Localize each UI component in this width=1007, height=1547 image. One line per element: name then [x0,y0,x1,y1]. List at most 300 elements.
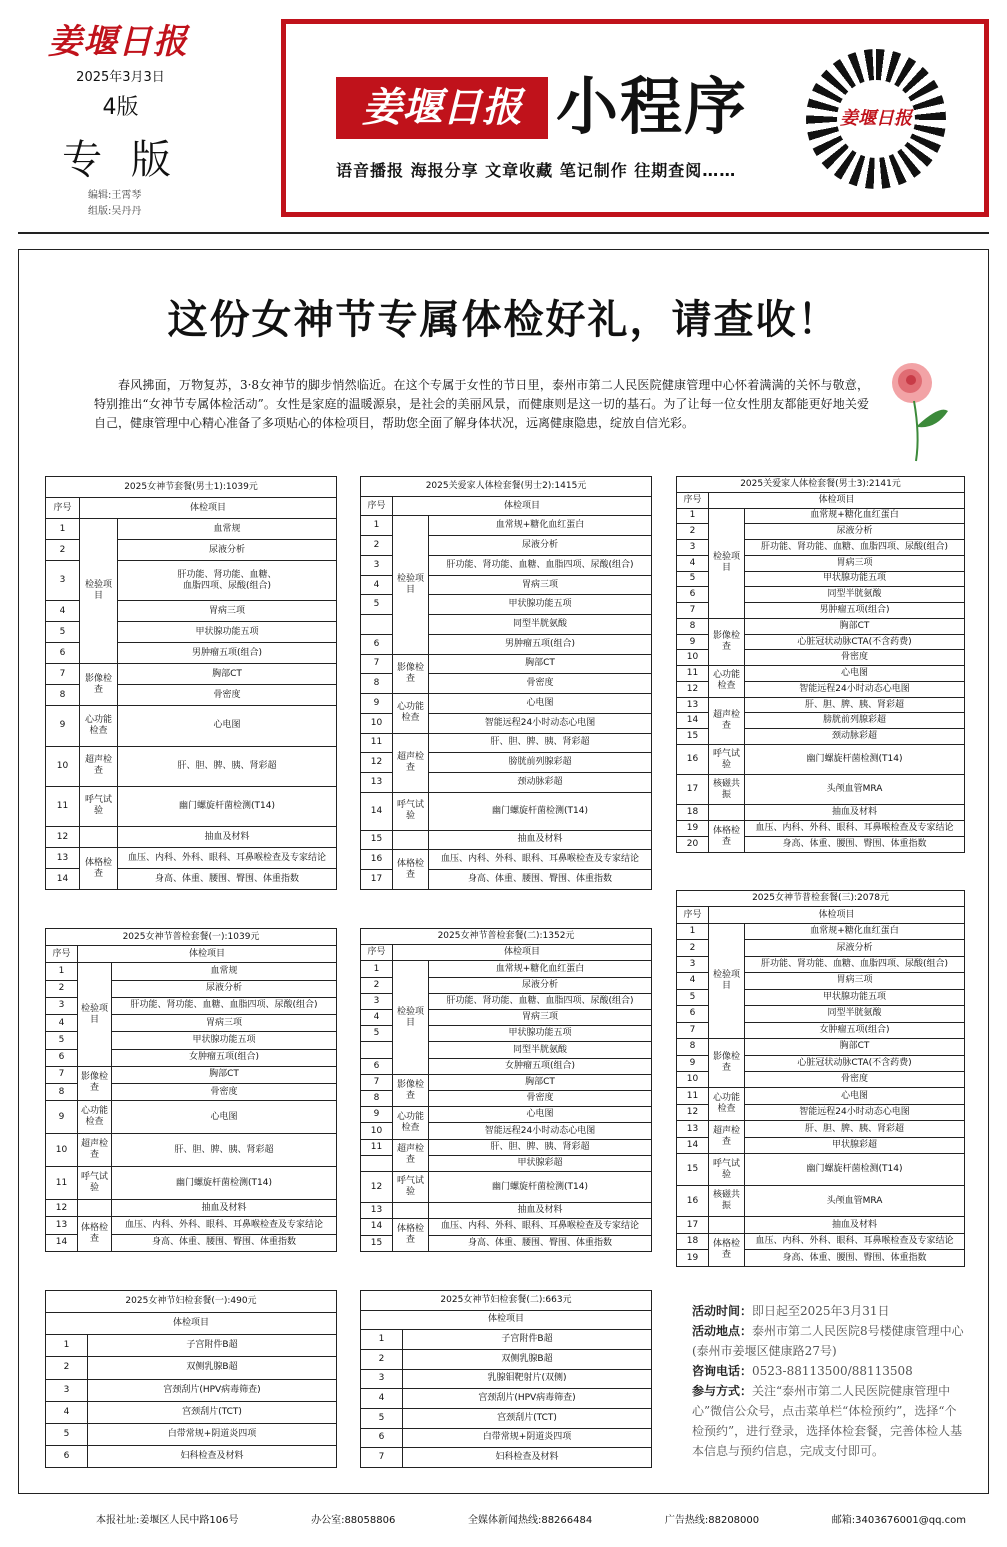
table-cell: 甲状腺功能五项 [429,1026,652,1042]
table-cell [393,1203,429,1219]
table-cell: 2 [361,536,393,556]
table-cell: 影像检查 [709,1039,745,1088]
table-cell: 呼气试验 [709,1154,745,1186]
table-cell: 序号 [361,496,393,516]
table-cell: 同型半胱氨酸 [429,615,652,635]
table-cell: 2 [46,980,78,997]
table-cell: 7 [46,1066,78,1083]
table-row [46,1101,337,1134]
table-cell: 子宫附件B超 [88,1335,337,1357]
table-row [361,1330,652,1350]
table-cell: 骨密度 [118,685,337,706]
table-cell: 检验项目 [78,963,112,1066]
table-cell: 11 [46,786,80,826]
table-cell: 呼气试验 [78,1167,112,1200]
table-cell: 智能远程24小时动态心电图 [429,1123,652,1139]
table-cell: 血常规+糖化血红蛋白 [745,923,965,939]
qr-logo: 姜堰日报 [837,80,915,158]
table-cell: 2 [361,1349,403,1369]
table-cell: 3 [361,993,393,1009]
table-cell: 体检项目 [709,492,965,508]
table-cell: 胃病三项 [429,575,652,595]
table-cell [80,827,118,848]
table-cell: 身高、体重、腰围、臀围、体重指数 [745,837,965,853]
table-cell: 甲状腺功能五项 [112,1032,337,1049]
table-cell: 13 [46,848,80,869]
table-cell: 18 [677,805,709,821]
event-info [692,1301,967,1461]
package-table-men-3 [676,476,965,853]
table-cell: 呼气试验 [393,1172,429,1203]
table-cell: 9 [677,1055,709,1071]
table-cell [118,561,337,601]
table-cell: 序号 [677,492,709,508]
table-cell: 14 [677,1137,709,1153]
footer-ad-hotline: 广告热线:88208000 [664,1515,760,1526]
table-cell: 幽门螺旋杆菌检测(T14) [745,1154,965,1186]
table-row [361,830,652,850]
table-cell: 7 [677,1022,709,1038]
table-cell: 检验项目 [393,516,429,654]
table-cell: 同型半胱氨酸 [745,1006,965,1022]
table-row [361,496,652,516]
table-row [46,1066,337,1083]
table-cell: 2025关爱家人体检套餐(男士3):2141元 [677,477,965,493]
table-cell: 胸部CT [429,654,652,674]
table-cell: 15 [677,1154,709,1186]
table-cell: 肝功能、肾功能、血糖、血脂四项、尿酸(组合) [745,540,965,556]
table-cell: 9 [46,706,80,746]
package-table-gyn-1 [45,1290,337,1468]
table-cell: 10 [677,1071,709,1087]
footer-news-hotline: 全媒体新闻热线:88266484 [467,1515,593,1526]
table-cell: 女肿瘤五项(组合) [429,1058,652,1074]
table-cell: 4 [46,601,80,622]
table-cell: 3 [677,540,709,556]
package-table-women-1 [45,928,337,1252]
table-cell: 抽血及材料 [429,1203,652,1219]
table-row [677,1154,965,1186]
table-cell: 14 [361,1219,393,1235]
table-cell: 妇科检查及材料 [88,1445,337,1467]
table-row [677,1039,965,1055]
table-cell: 骨密度 [745,1071,965,1087]
table-row [46,1134,337,1167]
table-row [677,745,965,775]
table-cell: 影像检查 [80,664,118,706]
table-row [677,923,965,939]
table-cell: 4 [46,1401,88,1423]
table-cell: 12 [46,1200,78,1217]
table-cell: 男肿瘤五项(组合) [118,643,337,664]
text: 活动地点： [692,1324,753,1338]
table-cell: 14 [677,713,709,729]
table-cell: 血压、内科、外科、眼科、耳鼻喉检查及专家结论 [112,1217,337,1234]
table-cell: 14 [46,869,80,890]
table-cell: 甲状腺功能五项 [745,571,965,587]
table-cell: 呼气试验 [709,745,745,775]
table-cell: 5 [677,989,709,1005]
package-table-women-2 [360,928,652,1252]
table-cell: 智能远程24小时动态心电图 [745,681,965,697]
banner-title: 小程序 [556,70,749,143]
table-cell: 影像检查 [393,654,429,693]
table-cell: 15 [677,729,709,745]
table-cell: 2025女神节普检套餐(三):2078元 [677,891,965,907]
table-cell: 8 [361,1091,393,1107]
masthead-logo: 姜堰日报 [48,22,188,62]
table-cell: 心电图 [745,666,965,682]
table-cell: 身高、体重、腰围、臀围、体重指数 [429,870,652,890]
table-cell: 5 [46,1423,88,1445]
table-cell: 胃病三项 [429,1010,652,1026]
table-cell: 14 [46,1234,78,1251]
table-cell: 胃病三项 [118,601,337,622]
table-cell: 7 [361,654,393,674]
edition-number: 4版 [102,95,139,120]
table-cell: 心脏冠状动脉CTA(不含药费) [745,1055,965,1071]
package-table-women-3 [676,890,965,1267]
table-row [46,706,337,746]
footer-email[interactable]: 邮箱:3403676001@qq.com [831,1515,966,1526]
table-row [361,1310,652,1330]
table-cell: 20 [677,837,709,853]
table-cell: 6 [361,1428,403,1448]
table-cell: 同型半胱氨酸 [429,1042,652,1058]
table-cell: 抽血及材料 [429,830,652,850]
table-cell: 体检项目 [46,1313,337,1335]
text: 血脂四项、尿酸(组合) [182,580,272,591]
table-cell: 4 [361,575,393,595]
table-row [46,1200,337,1217]
table-cell: 超声检查 [78,1134,112,1167]
table-cell: 12 [46,827,80,848]
table-row [361,1074,652,1090]
table-cell: 4 [677,555,709,571]
table-cell: 体格检查 [393,1219,429,1252]
table-cell: 胃病三项 [745,973,965,989]
table-cell: 胸部CT [745,1039,965,1055]
table-cell: 11 [677,666,709,682]
table-row [677,492,965,508]
table-cell: 6 [361,634,393,654]
table-row [46,1291,337,1313]
table-cell: 甲状腺彩超 [745,1137,965,1153]
issue-date: 2025年3月3日 [76,70,165,85]
table-cell: 胸部CT [112,1066,337,1083]
table-row [361,850,652,870]
mini-program-banner[interactable] [281,19,989,217]
table-cell: 体格检查 [393,850,429,890]
table-row [361,1389,652,1409]
table-cell: 7 [361,1074,393,1090]
table-cell: 乳腺钼靶射片(双侧) [403,1369,652,1389]
banner-features: 语音播报 海报分享 文章收藏 笔记制作 往期查阅…… [336,161,737,180]
table-cell: 2 [677,524,709,540]
table-row [677,1088,965,1104]
table-cell: 幽门螺旋杆菌检测(T14) [429,792,652,830]
table-cell: 7 [361,1448,403,1468]
table-cell: 4 [361,1010,393,1026]
table-row [46,1445,337,1467]
table-cell: 9 [677,634,709,650]
phone-number[interactable]: 0523-88113500/88113508 [752,1364,913,1378]
table-cell: 9 [46,1101,78,1134]
table-row [46,498,337,519]
table-cell: 3 [677,956,709,972]
table-cell: 肝、胆、脾、胰、肾彩超 [112,1134,337,1167]
headline: 这份女神节专属体检好礼，请查收！ [167,296,840,343]
table-cell: 体检项目 [80,498,337,519]
table-cell: 超声检查 [80,746,118,786]
table-cell: 影像检查 [78,1066,112,1100]
table-cell: 膀胱前列腺彩超 [429,753,652,773]
table-cell: 2025关爱家人体检套餐(男士2):1415元 [361,477,652,497]
table-cell: 心电图 [118,706,337,746]
table-cell: 血压、内科、外科、眼科、耳鼻喉检查及专家结论 [429,1219,652,1235]
table-cell: 幽门螺旋杆菌检测(T14) [118,786,337,826]
table-row [677,1185,965,1217]
table-cell: 5 [361,595,393,615]
table-row [361,1139,652,1155]
table-cell: 宫颈刮片(TCT) [88,1401,337,1423]
table-cell: 身高、体重、腰围、臀围、体重指数 [118,869,337,890]
table-cell: 11 [361,733,393,753]
table-cell: 尿液分析 [745,940,965,956]
table-row [677,697,965,713]
table-cell: 核磁共振 [709,775,745,805]
table-cell: 4 [361,1389,403,1409]
table-cell: 尿液分析 [118,540,337,561]
table-cell: 19 [677,1250,709,1267]
table-cell: 2025女神节妇检套餐(一):490元 [46,1291,337,1313]
table-row [677,1217,965,1233]
table-cell: 抽血及材料 [745,805,965,821]
table-cell: 12 [361,1172,393,1203]
table-cell: 超声检查 [393,733,429,792]
table-cell: 6 [677,587,709,603]
table-cell: 检验项目 [709,508,745,618]
table-cell: 同型半胱氨酸 [745,587,965,603]
table-cell: 抽血及材料 [112,1200,337,1217]
table-cell: 心功能检查 [393,1107,429,1139]
table-cell: 超声检查 [393,1139,429,1171]
table-cell: 肝、胆、脾、胰、肾彩超 [745,697,965,713]
table-cell: 1 [361,961,393,977]
table-cell: 体检项目 [361,1310,652,1330]
table-cell: 1 [677,923,709,939]
table-cell: 3 [46,561,80,601]
table-cell: 5 [46,622,80,643]
table-cell: 序号 [361,945,393,961]
table-cell: 2 [361,977,393,993]
table-cell: 超声检查 [709,697,745,744]
table-cell: 身高、体重、腰围、臀围、体重指数 [429,1235,652,1251]
table-cell: 6 [677,1006,709,1022]
table-cell: 15 [361,830,393,850]
table-cell [78,1200,112,1217]
table-cell: 子宫附件B超 [403,1330,652,1350]
table-cell: 尿液分析 [429,536,652,556]
table-cell: 颈动脉彩超 [745,729,965,745]
table-cell: 3 [361,1369,403,1389]
table-cell: 幽门螺旋杆菌检测(T14) [429,1172,652,1203]
table-cell: 尿液分析 [745,524,965,540]
table-cell: 10 [361,1123,393,1139]
section-name: 专 版 [62,137,179,183]
table-cell: 3 [46,1379,88,1401]
table-cell: 体检项目 [393,945,652,961]
table-cell: 影像检查 [709,618,745,665]
table-cell: 7 [677,603,709,619]
table-cell: 检验项目 [393,961,429,1074]
table-cell: 血压、内科、外科、眼科、耳鼻喉检查及专家结论 [118,848,337,869]
table-row [46,1379,337,1401]
table-row [361,1291,652,1311]
table-cell: 2 [46,1357,88,1379]
header-divider [18,232,989,234]
table-cell: 双侧乳腺B超 [403,1349,652,1369]
table-cell: 呼气试验 [80,786,118,826]
table-cell: 6 [361,1058,393,1074]
table-cell: 白带常规+阴道炎四项 [88,1423,337,1445]
table-cell: 3 [361,555,393,575]
table-cell: 肝、胆、脾、胰、肾彩超 [429,733,652,753]
table-row [46,1335,337,1357]
table-row [361,1408,652,1428]
table-row [677,1233,965,1249]
table-row [361,945,652,961]
table-cell: 11 [361,1139,393,1155]
table-cell: 男肿瘤五项(组合) [429,634,652,654]
table-cell: 体检项目 [393,496,652,516]
table-row [46,1423,337,1445]
text: 参与方式： [692,1384,753,1398]
table-cell: 1 [361,1330,403,1350]
table-cell: 体格检查 [709,821,745,853]
table-cell: 12 [677,1104,709,1120]
table-cell: 5 [46,1032,78,1049]
table-cell [361,1042,393,1058]
table-cell: 2025女神节妇检套餐(二):663元 [361,1291,652,1311]
table-cell: 女肿瘤五项(组合) [112,1049,337,1066]
table-cell: 肝、胆、脾、胰、肾彩超 [118,746,337,786]
table-row [46,1167,337,1200]
table-row [46,963,337,980]
table-cell: 体检项目 [78,946,337,963]
table-cell: 幽门螺旋杆菌检测(T14) [112,1167,337,1200]
table-cell: 8 [46,685,80,706]
table-cell: 胃病三项 [745,555,965,571]
table-cell: 体格检查 [709,1233,745,1266]
table-cell: 肝、胆、脾、胰、肾彩超 [429,1139,652,1155]
text: 泰州市第二人民医院8号楼健康管理中心(泰州市姜堰区健康路27号) [692,1324,964,1358]
table-cell: 甲状腺功能五项 [118,622,337,643]
table-cell: 骨密度 [745,650,965,666]
table-cell: 智能远程24小时动态心电图 [429,713,652,733]
table-cell: 5 [361,1408,403,1428]
table-cell [393,830,429,850]
table-cell: 体检项目 [709,907,965,923]
table-row [46,1217,337,1234]
table-row [677,618,965,634]
table-cell: 心功能检查 [709,1088,745,1121]
table-cell: 10 [46,1134,78,1167]
table-row [46,827,337,848]
table-row [46,929,337,946]
table-cell: 3 [46,997,78,1014]
footer-address: 本报社址:姜堰区人民中路106号 [96,1515,239,1526]
table-cell [709,805,745,821]
table-cell: 核磁共振 [709,1185,745,1217]
table-cell: 17 [361,870,393,890]
table-cell: 头颅血管MRA [745,775,965,805]
table-cell: 2025女神节普检套餐(一):1039元 [46,929,337,946]
table-cell: 检验项目 [709,923,745,1038]
table-cell: 6 [46,1445,88,1467]
table-cell: 甲状腺彩超 [429,1155,652,1171]
table-cell: 智能远程24小时动态心电图 [745,1104,965,1120]
table-cell: 16 [677,1185,709,1217]
table-cell: 5 [677,571,709,587]
banner-logo: 姜堰日报 [336,77,548,139]
table-cell: 宫颈刮片(HPV病毒筛查) [403,1389,652,1409]
text: 即日起至2025年3月31日 [752,1304,890,1318]
table-cell: 2025女神节普检套餐(二):1352元 [361,929,652,945]
table-cell: 胸部CT [745,618,965,634]
table-cell: 4 [46,1015,78,1032]
staff-credits [88,188,141,220]
table-row [677,907,965,923]
table-cell: 双侧乳腺B超 [88,1357,337,1379]
table-row [677,1121,965,1137]
table-row [361,792,652,830]
table-cell: 13 [361,1203,393,1219]
table-row [361,694,652,714]
table-cell: 胸部CT [118,664,337,685]
table-cell: 心电图 [429,694,652,714]
table-cell: 11 [46,1167,78,1200]
table-cell: 10 [46,746,80,786]
table-cell: 血常规+糖化血红蛋白 [429,516,652,536]
table-cell: 血压、内科、外科、眼科、耳鼻喉检查及专家结论 [745,1233,965,1249]
table-cell [361,615,393,635]
footer-office: 办公室:88058806 [311,1515,396,1526]
table-cell: 超声检查 [709,1121,745,1154]
table-row [677,508,965,524]
table-row [46,848,337,869]
table-cell: 肝功能、肾功能、血糖、血脂四项、尿酸(组合) [745,956,965,972]
qr-code-icon[interactable] [806,49,946,189]
table-cell: 骨密度 [112,1083,337,1100]
table-cell: 序号 [677,907,709,923]
table-cell: 抽血及材料 [745,1217,965,1233]
table-row [361,1107,652,1123]
table-cell: 15 [361,1235,393,1251]
table-row [361,1448,652,1468]
table-cell: 白带常规+阴道炎四项 [403,1428,652,1448]
table-cell: 体格检查 [78,1217,112,1252]
table-row [361,733,652,753]
table-row [46,1401,337,1423]
table-cell: 13 [677,697,709,713]
table-cell: 1 [46,963,78,980]
table-row [361,929,652,945]
table-cell: 血常规+糖化血红蛋白 [745,508,965,524]
table-row [46,477,337,498]
table-cell: 尿液分析 [112,980,337,997]
table-row [361,477,652,497]
